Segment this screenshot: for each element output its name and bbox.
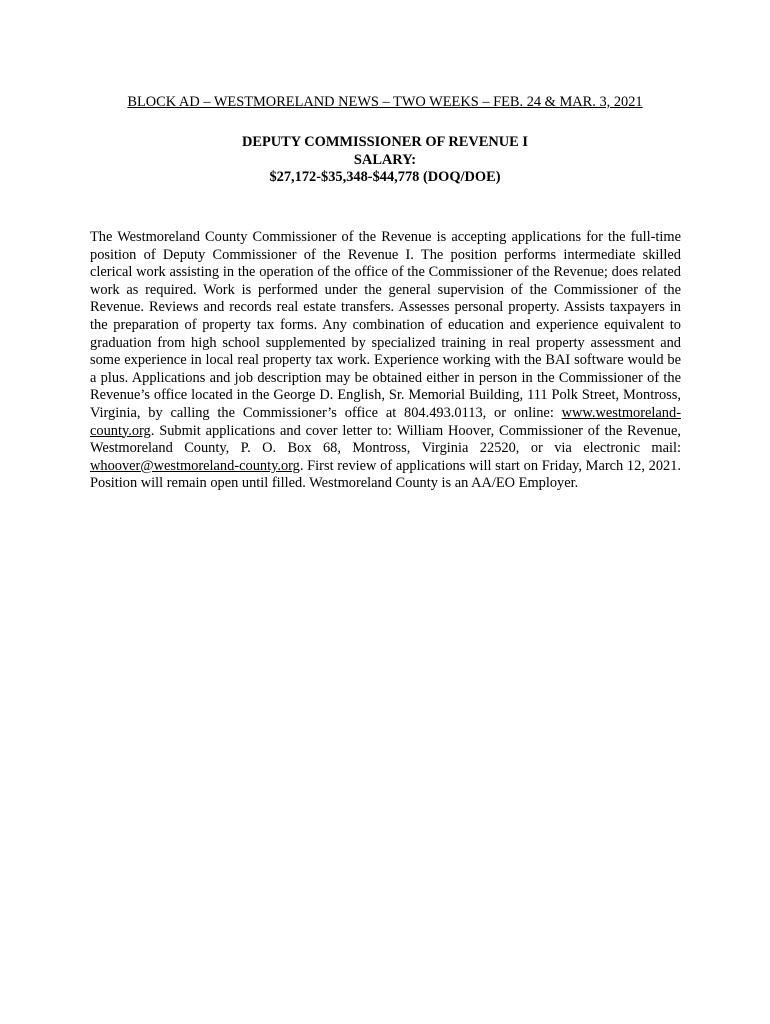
body-text-part-1: The Westmoreland County Commissioner of the Revenue is accepting applications for the full-time position of Deputy Commissioner of the Revenue I. The position performs intermediate skilled clerical work assisting in the operation of the office of the Commissioner of the Revenue; does related work as required. Work is performed under the general supervision of the Commissioner of the Revenue. Reviews and records real estate transfers. Assesses personal property. Assists taxpayers in the preparation of property tax forms. Any combination of education and experience equivalent to graduation from high school supplemented by specialized training in real property assessment and some experience in local real property tax work. Experience working with the BAI software would be a plus. Applications and job description may be obtained either in person in the Commissioner of the Revenue’s office located in the George D. English, Sr. Memorial Building, 111 Polk Street, Montross, Virginia, by calling the Commissioner’s office at 804.493.0113, or online: <box>90 229 681 421</box>
job-description-paragraph <box>90 229 681 493</box>
email-link[interactable]: whoover@westmoreland-county.org <box>90 457 300 474</box>
body-text-part-2: . Submit applications and cover letter to: William Hoover, Commissioner of the Revenue, Westmoreland County, P. O. Box 68, Montross, Virginia 22520, or via electronic mail: <box>90 422 681 457</box>
salary-range: $27,172-$35,348-$44,778 (DOQ/DOE) <box>269 169 501 186</box>
body-text-part-3: . First review of applications will start on Friday, March 12, 2021. Position will remain open until filled. Westmoreland County is an AA/EO Employer. <box>90 457 681 492</box>
website-link[interactable]: www.westmoreland-county.org <box>90 404 681 439</box>
ad-header-line: BLOCK AD – WESTMORELAND NEWS – TWO WEEKS – FEB. 24 & MAR. 3, 2021 <box>127 94 643 110</box>
position-title: DEPUTY COMMISSIONER OF REVENUE I <box>242 134 528 150</box>
salary-label: SALARY: <box>353 151 417 168</box>
job-title-block <box>0 134 770 187</box>
